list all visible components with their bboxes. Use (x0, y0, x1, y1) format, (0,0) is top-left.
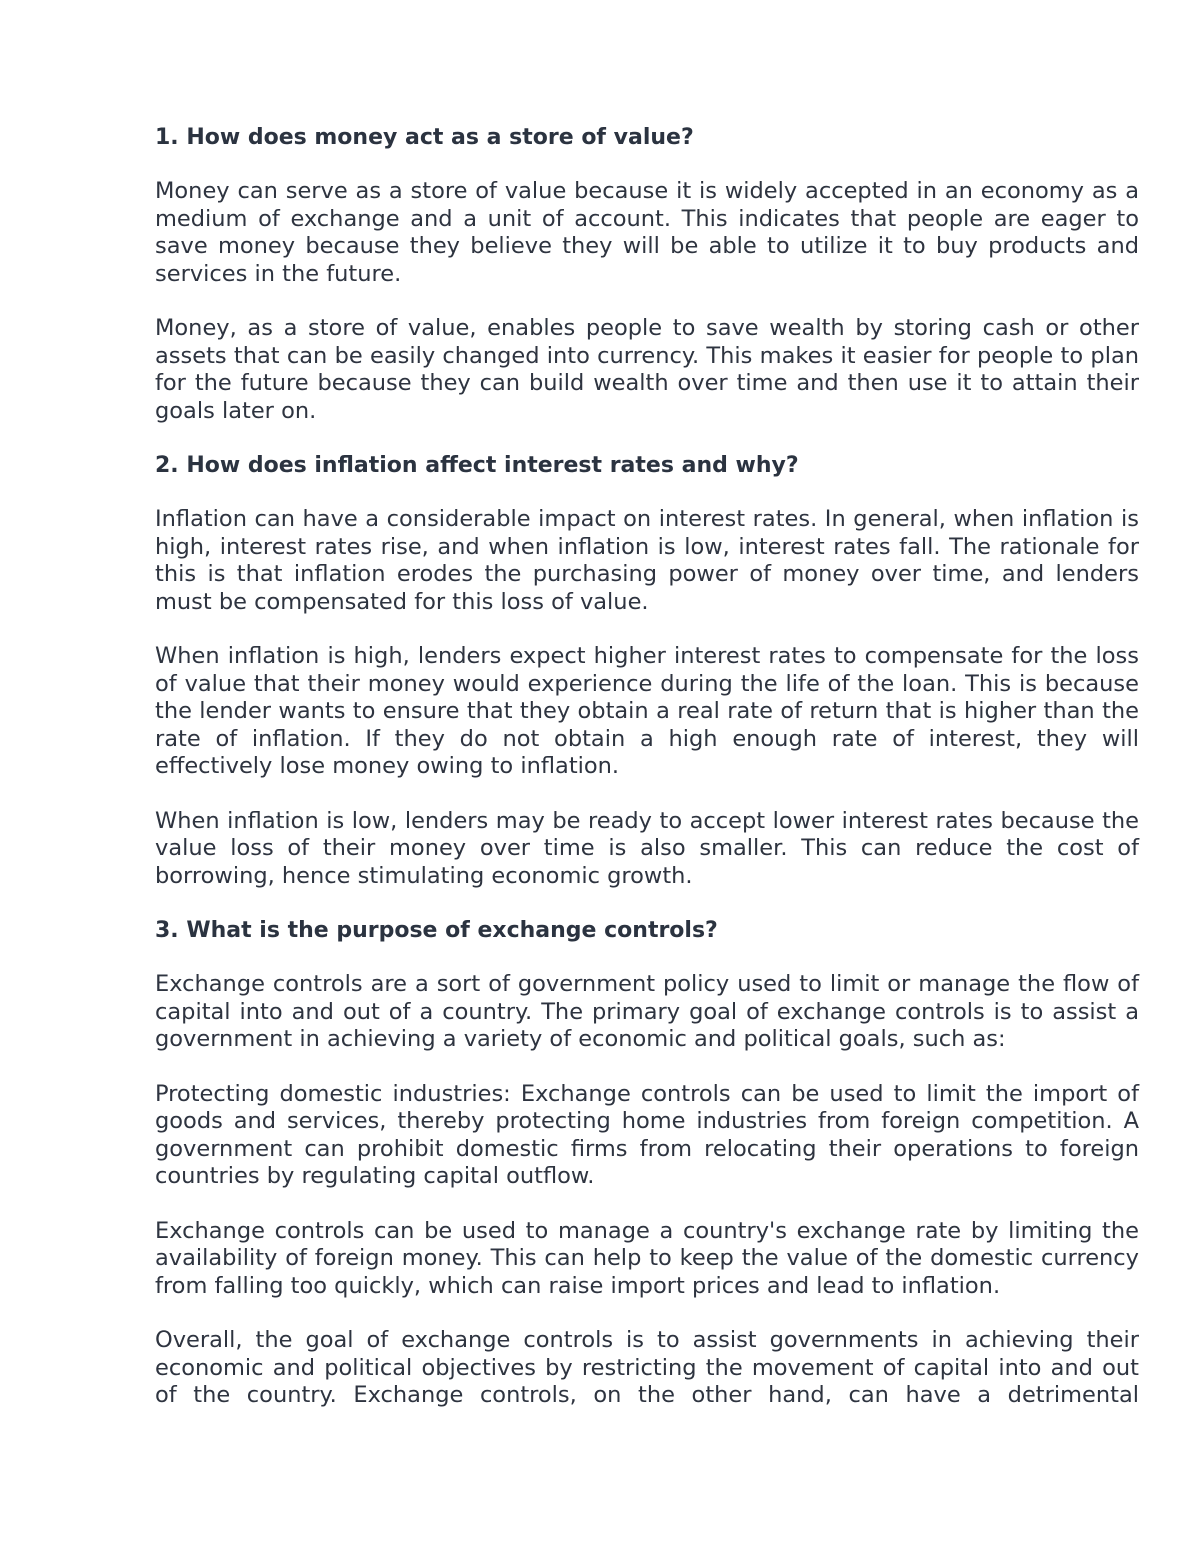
answer-paragraph: Inflation can have a considerable impact on interest rates. In general, when inflation is high, interest rates rise, and when inflation is low, interest rates fall. The rationale for this is that inflation erodes the purchasing power of money over time, and lenders must be compensated for this loss of value. (155, 506, 1139, 615)
question-heading-3: 3. What is the purpose of exchange controls? (155, 918, 718, 943)
answer-paragraph: Money, as a store of value, enables people to save wealth by storing cash or other assets that can be easily changed into currency. This makes it easier for people to plan for the future because they can build wealth over time and then use it to attain their goals later on. (155, 315, 1139, 424)
answer-paragraph: When inflation is low, lenders may be ready to accept lower interest rates because the value loss of their money over time is also smaller. This can reduce the cost of borrowing, hence stimulating economic growth. (155, 807, 1139, 889)
question-heading-2: 2. How does inflation affect interest rates and why? (155, 453, 799, 478)
answer-paragraph: When inflation is high, lenders expect higher interest rates to compensate for the loss of value that their money would experience during the life of the loan. This is because the lender wants to ensure that they obtain a real rate of return that is higher than the rate of inflation. If they do not obtain a high enough rate of interest, they will effectively lose money owing to inflation. (155, 643, 1139, 779)
answer-paragraph: Protecting domestic industries: Exchange controls can be used to limit the import of goods and services, thereby protecting home industries from foreign competition. A government can prohibit domestic firms from relocating their operations to foreign countries by regulating capital outflow. (155, 1080, 1139, 1189)
question-heading-1: 1. How does money act as a store of value? (155, 125, 694, 150)
answer-paragraph: Money can serve as a store of value because it is widely accepted in an economy as a medium of exchange and a unit of account. This indicates that people are eager to save money because they believe they will be able to utilize it to buy products and services in the future. (155, 178, 1139, 287)
answer-paragraph: Exchange controls are a sort of government policy used to limit or manage the flow of capital into and out of a country. The primary goal of exchange controls is to assist a government in achieving a variety of economic and political goals, such as: (155, 971, 1139, 1052)
answer-paragraph: Exchange controls can be used to manage a country's exchange rate by limiting the availability of foreign money. This can help to keep the value of the domestic currency from falling too quickly, which can raise import prices and lead to inflation. (155, 1217, 1139, 1299)
answer-paragraph-continued: Overall, the goal of exchange controls is to assist governments in achieving their economic and political objectives by restricting the movement of capital into and out of the country. Exchange controls, on the other hand, can have a detrimental (155, 1327, 1139, 1408)
document-page (155, 124, 1139, 1410)
